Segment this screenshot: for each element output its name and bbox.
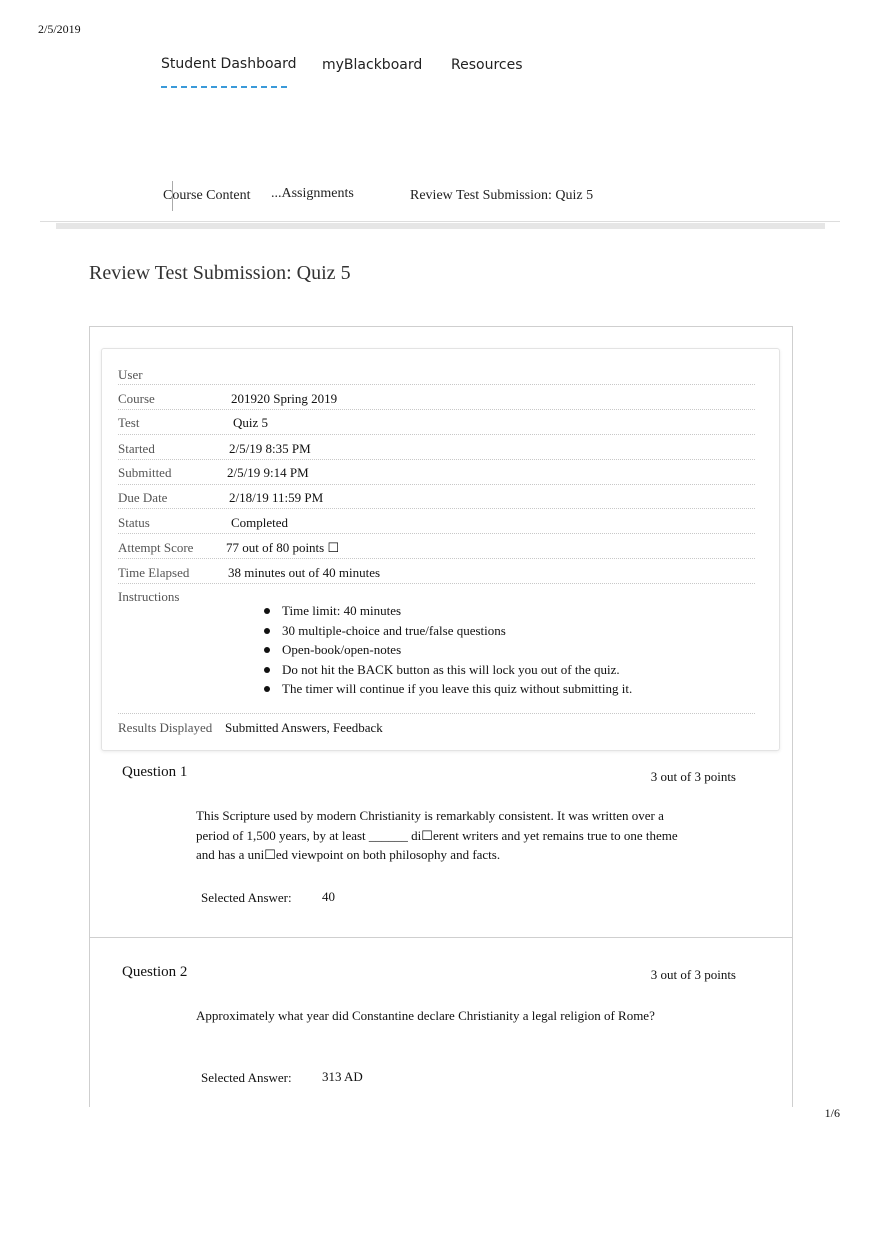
breadcrumb-shadow	[56, 223, 825, 229]
page-number: 1/6	[824, 1106, 840, 1120]
active-tab-indicator	[161, 86, 287, 88]
course-label: Course	[118, 391, 155, 406]
course-value: 201920 Spring 2019	[231, 391, 338, 406]
row-divider	[118, 558, 755, 559]
row-divider	[118, 484, 755, 485]
print-date: 2/5/2019	[38, 22, 81, 36]
question-1-selected-label: Selected Answer:	[201, 890, 292, 905]
due-date-label: Due Date	[118, 490, 168, 505]
row-divider	[118, 713, 755, 714]
breadcrumb-divider	[40, 221, 840, 222]
status-value: Completed	[231, 515, 289, 530]
nav-student-dashboard[interactable]: Student Dashboard	[161, 56, 297, 72]
question-2-selected-label: Selected Answer:	[201, 1070, 292, 1085]
instructions-list	[258, 601, 632, 699]
submitted-value: 2/5/19 9:14 PM	[227, 465, 309, 480]
due-date-value: 2/18/19 11:59 PM	[229, 490, 324, 505]
breadcrumb-current: Review Test Submission: Quiz 5	[410, 188, 594, 203]
row-divider	[118, 434, 755, 435]
started-value: 2/5/19 8:35 PM	[229, 441, 311, 456]
results-displayed-value: Submitted Answers, Feedback	[225, 720, 383, 735]
attempt-score-value: 77 out of 80 points ☐	[226, 540, 340, 555]
question-2-title: Question 2	[122, 964, 188, 980]
list-item: The timer will continue if you leave this quiz without submitting it.	[258, 679, 632, 699]
results-displayed-label: Results Displayed	[118, 720, 213, 735]
question-1-points: 3 out of 3 points	[650, 769, 736, 784]
question-1-text: This Scripture used by modern Christianity is remarkably consistent. It was written over a period of 1,500 years, by at least ______ di☐erent writers and yet remains true to one theme and has a uni☐ed viewpoint on both philosophy and facts.	[196, 808, 678, 862]
page-title: Review Test Submission: Quiz 5	[89, 262, 351, 284]
question-divider	[89, 937, 792, 938]
test-value: Quiz 5	[233, 415, 269, 430]
list-item: Time limit: 40 minutes	[258, 601, 632, 621]
started-label: Started	[118, 441, 155, 456]
list-item: Open-book/open-notes	[258, 640, 632, 660]
time-elapsed-value: 38 minutes out of 40 minutes	[228, 565, 381, 580]
question-1-selected-answer: 40	[322, 889, 335, 904]
status-label: Status	[118, 515, 150, 530]
time-elapsed-label: Time Elapsed	[118, 565, 190, 580]
attempt-score-label: Attempt Score	[118, 540, 194, 555]
row-divider	[118, 533, 755, 534]
breadcrumb-course-content[interactable]: Course Content	[163, 188, 251, 203]
question-2-points: 3 out of 3 points	[650, 967, 736, 982]
row-divider	[118, 384, 755, 385]
list-item: 30 multiple-choice and true/false questions	[258, 621, 632, 641]
question-1-title: Question 1	[122, 764, 188, 780]
question-2-selected-answer: 313 AD	[322, 1069, 363, 1084]
test-label: Test	[118, 415, 140, 430]
instructions-label: Instructions	[118, 589, 180, 604]
breadcrumb-assignments[interactable]: ...Assignments	[271, 186, 354, 201]
user-label: User	[118, 367, 143, 382]
row-divider	[118, 459, 755, 460]
question-2-text: Approximately what year did Constantine declare Christianity a legal religion of Rome?	[196, 1008, 655, 1023]
submitted-label: Submitted	[118, 465, 172, 480]
nav-resources[interactable]: Resources	[451, 57, 523, 73]
row-divider	[118, 583, 755, 584]
nav-myblackboard[interactable]: myBlackboard	[322, 57, 423, 73]
row-divider	[118, 409, 755, 410]
row-divider	[118, 508, 755, 509]
list-item: Do not hit the BACK button as this will lock you out of the quiz.	[258, 660, 632, 680]
